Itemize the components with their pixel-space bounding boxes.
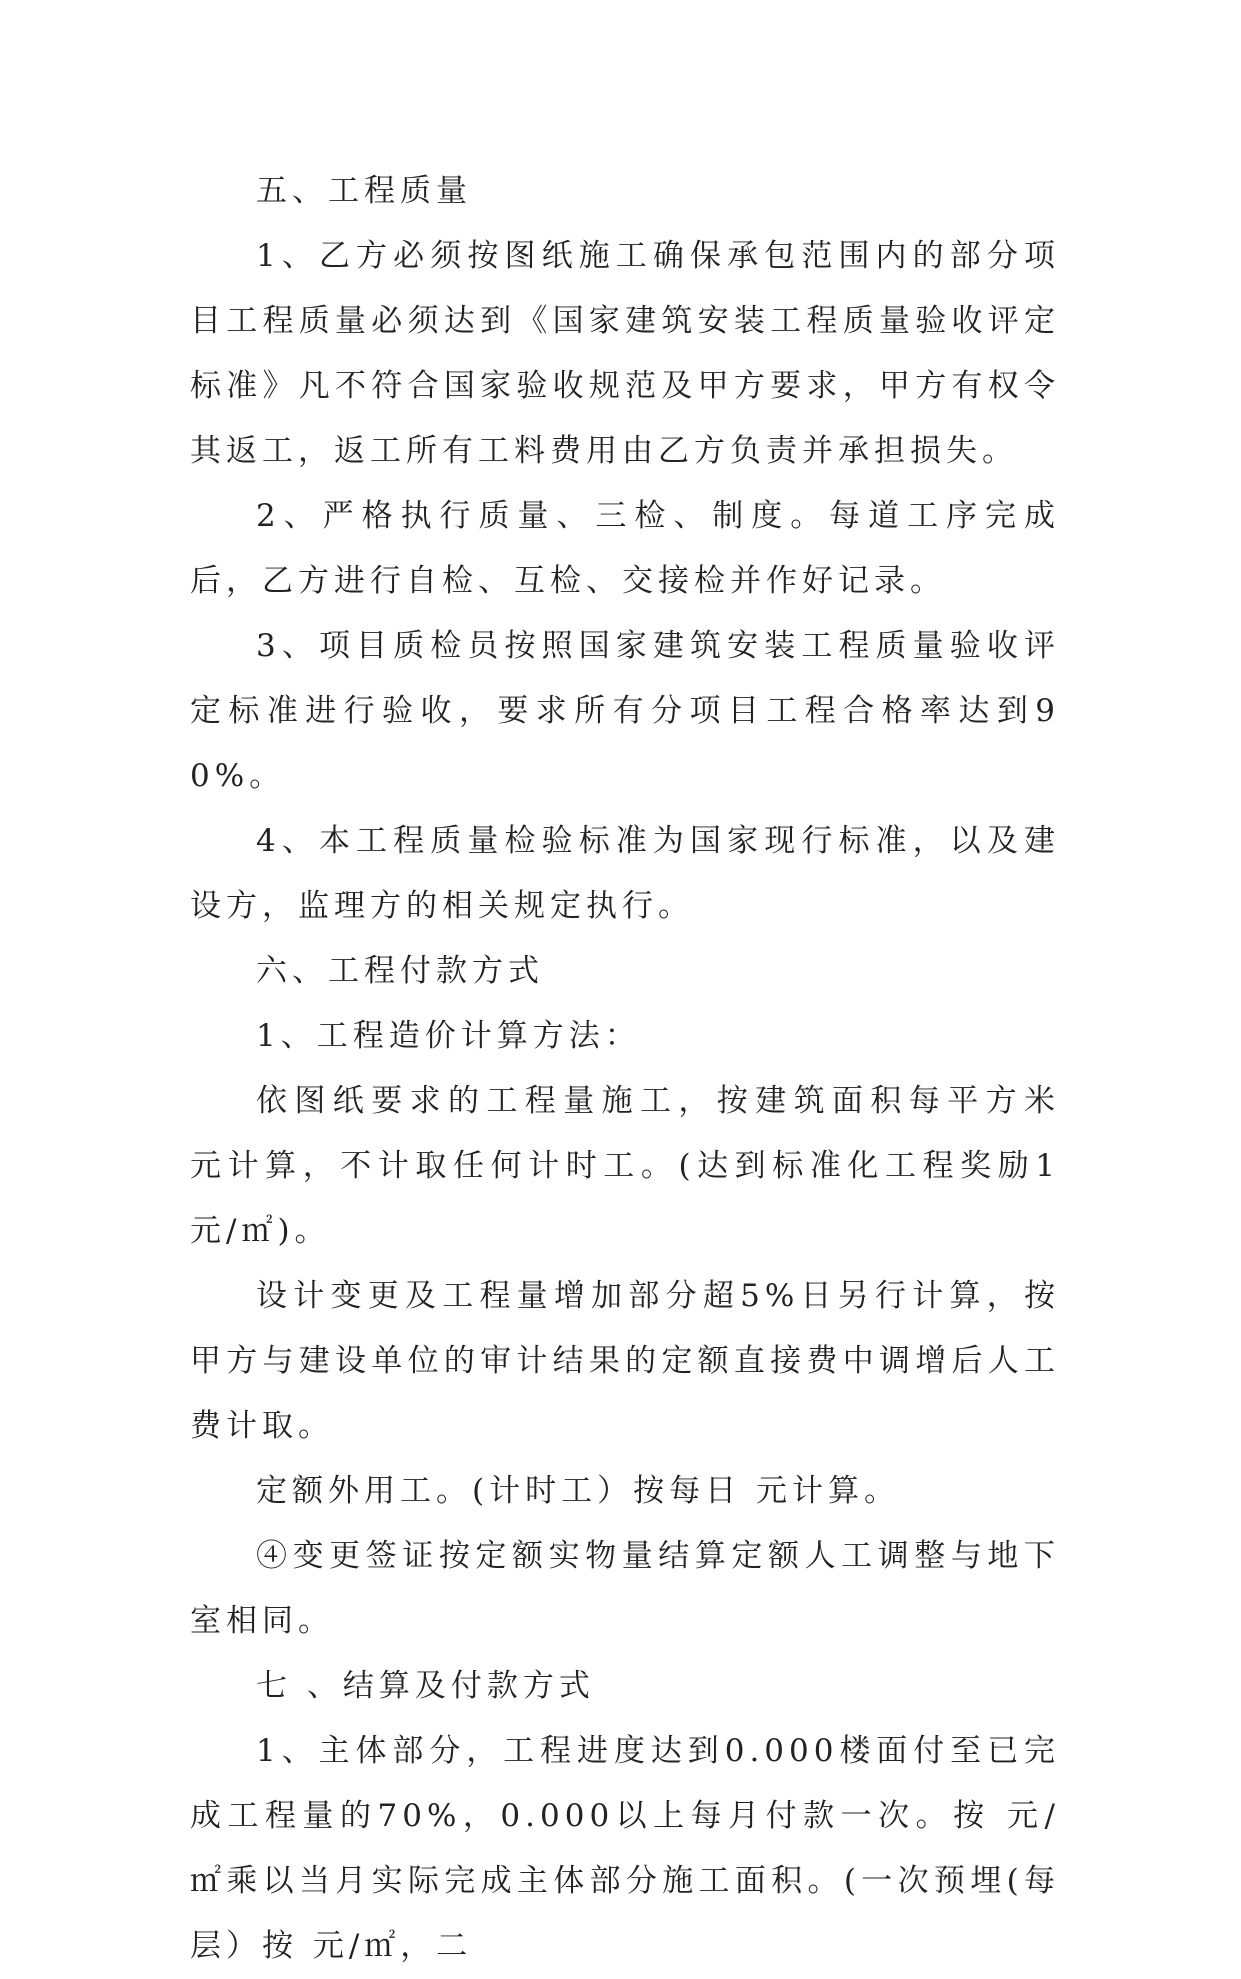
section-heading-payment-method: 六、工程付款方式	[256, 953, 544, 989]
paragraph-extra-labor: 定额外用工。(计时工）按每日 元计算。	[256, 1473, 900, 1509]
paragraph-quality-2: 2、严格执行质量、三检、制度。每道工序完成后，乙方进行自检、互检、交接检并作好记录。	[190, 498, 1060, 599]
paragraph-quality-3: 3、项目质检员按照国家建筑安装工程质量验收评定标准进行验收，要求所有分项目工程合格率达到90%。	[190, 628, 1060, 794]
paragraph-cost-method: 1、工程造价计算方法：	[256, 1018, 641, 1054]
paragraph-quality-4: 4、本工程质量检验标准为国家现行标准，以及建设方，监理方的相关规定执行。	[190, 823, 1060, 924]
section-heading-quality: 五、工程质量	[256, 173, 472, 209]
document-page	[190, 159, 1060, 1979]
paragraph-design-change: 设计变更及工程量增加部分超5%日另行计算，按甲方与建设单位的审计结果的定额直接费中调增后人工费计取。	[190, 1278, 1060, 1444]
paragraph-change-visa: ④变更签证按定额实物量结算定额人工调整与地下室相同。	[190, 1538, 1060, 1639]
section-heading-settlement: 七 、结算及付款方式	[256, 1668, 595, 1704]
paragraph-settlement-1: 1、主体部分，工程进度达到0.000楼面付至已完成工程量的70%，0.000以上每月付款一次。按 元/㎡乘以当月实际完成主体部分施工面积。(一次预埋(每层）按 元/㎡，二	[190, 1733, 1060, 1964]
paragraph-quality-1: 1、乙方必须按图纸施工确保承包范围内的部分项目工程质量必须达到《国家建筑安装工程质量验收评定标准》凡不符合国家验收规范及甲方要求，甲方有权令其返工，返工所有工料费用由乙方负责并承担损失。	[190, 238, 1060, 469]
paragraph-area-pricing: 依图纸要求的工程量施工，按建筑面积每平方米 元计算，不计取任何计时工。(达到标准化工程奖励1元/㎡)。	[190, 1083, 1060, 1249]
